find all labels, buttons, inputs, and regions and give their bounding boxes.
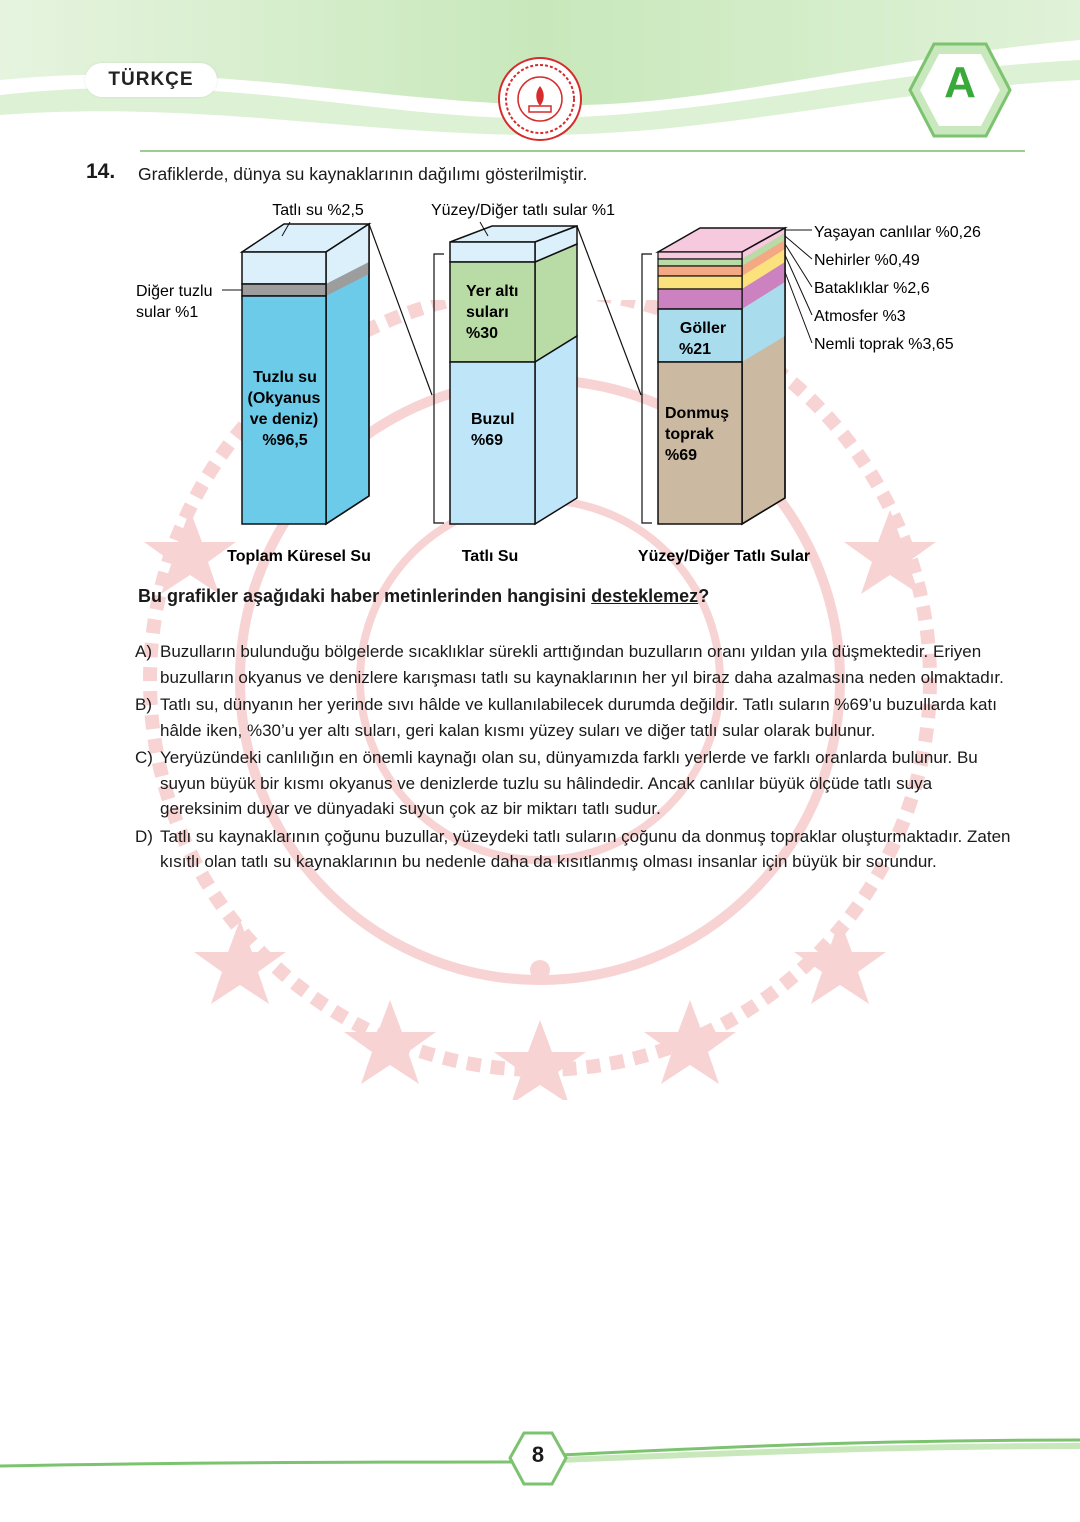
segment-frozen-soil [658, 362, 742, 524]
legend-atmosphere: Atmosfer %3 [814, 308, 906, 325]
option-letter: A) [135, 642, 152, 661]
question-keyword: desteklemez [591, 586, 699, 606]
option-text: Buzulların bulunduğu bölgelerde sıcaklıklar sürekli arttığından buzulların oranı yıldan yıla düşmektedir. Eriyen buzulların okyanus ve denizlere karışması tatlı su kaynaklarının her yıl biraz daha azalmasına neden olmaktadır. [160, 642, 1004, 687]
option-letter: C) [135, 748, 153, 767]
question-stem: Grafiklerde, dünya su kaynaklarının dağılımı gösterilmiştir. [138, 164, 588, 184]
label-lakes-2: %21 [678, 341, 712, 358]
segment-living [658, 252, 742, 259]
chart-surface-water [638, 224, 981, 565]
label-lakes-1: Göller [679, 320, 727, 337]
label-ground-1: Yer altı [466, 283, 519, 300]
option-letter: D) [135, 826, 153, 846]
chart-title-fresh: Tatlı Su [461, 548, 519, 565]
label-other-salt-1: Diğer tuzlu [136, 283, 213, 300]
label-surface-top: Yüzey/Diğer tatlı sular %1 [430, 202, 616, 219]
label-ground-3: %30 [466, 325, 499, 342]
label-other-salt-2: sular %1 [136, 304, 199, 321]
option-text: Yeryüzündeki canlılığın en önemli kaynağı olan su, dünyamızda farklı yerlerde ve farklı oranlarda bulunur. Bu suyun büyük bir kısmı okyanus ve denizlerde tuzlu su hâlindedir. Ancak canlılar büyük ölçüde tatlı suya gereksinim duyar ve dünyadaki suyun çok az bir miktarı tatlı sudur. [160, 748, 978, 818]
question-prompt: Bu grafikler aşağıdaki haber metinlerinden hangisini desteklemez? [138, 586, 710, 606]
label-salt-4: %96,5 [262, 432, 308, 449]
segment-other-salt [242, 284, 326, 296]
option-d[interactable] [135, 824, 1015, 875]
chart-title-total: Toplam Küresel Su [227, 548, 371, 565]
ministry-seal-logo [497, 56, 583, 142]
label-glacier-2: %69 [471, 432, 504, 449]
booklet-letter: A [944, 58, 976, 107]
label-frozen-3: %69 [665, 447, 698, 464]
subject-label: TÜRKÇE [85, 63, 217, 97]
option-a[interactable] [135, 639, 1015, 690]
legend-rivers: Nehirler %0,49 [814, 252, 920, 269]
option-b[interactable] [135, 692, 1015, 743]
header-divider [140, 150, 1025, 152]
segment-surface [450, 242, 535, 262]
label-frozen-2: toprak [665, 426, 714, 443]
chart-total-water [136, 202, 371, 565]
segment-atmosphere [658, 276, 742, 289]
option-letter: B) [135, 695, 152, 714]
segment-fresh-water [242, 252, 326, 284]
chart-fresh-water [431, 202, 615, 565]
question-number: 14. [86, 160, 116, 183]
label-salt-2: (Okyanus [247, 390, 321, 407]
option-c[interactable] [135, 745, 1015, 822]
legend-soil-moisture: Nemli toprak %3,65 [814, 336, 954, 353]
label-glacier-1: Buzul [471, 411, 515, 428]
segment-rivers [658, 259, 742, 266]
segment-soil-moisture [658, 289, 742, 309]
answer-options [135, 639, 1015, 877]
chart-title-surface: Yüzey/Diğer Tatlı Sular [637, 548, 811, 565]
water-distribution-charts [0, 190, 1080, 580]
option-text: Tatlı su, dünyanın her yerinde sıvı hâlde ve kullanılabilecek durumda değildir. Tatlı suların %69’u buzullarda katı hâlde iken, %30’u yer altı suları, geri kalan kısmı yüzey suları ve diğer tatlı sular olarak bulunur. [160, 695, 997, 740]
label-salt-1: Tuzlu su [253, 369, 317, 386]
option-text: Tatlı su kaynaklarının çoğunu buzullar, yüzeydeki tatlı suların çoğunu da donmuş topraklar oluşturmaktadır. Zaten kısıtlı olan tatlı su kaynaklarının bu nedenle daha da kısıtlanmış olması insanlar için büyük bir sorundur. [160, 826, 1011, 871]
label-salt-3: ve deniz) [249, 411, 319, 428]
legend-living: Yaşayan canlılar %0,26 [814, 224, 981, 241]
legend-wetlands: Bataklıklar %2,6 [814, 280, 930, 297]
label-frozen-1: Donmuş [665, 405, 729, 422]
page-number: 8 [531, 1442, 545, 1467]
segment-wetlands [658, 266, 742, 276]
label-fresh-top: Tatlı su %2,5 [272, 202, 364, 219]
segment-salt-water [242, 296, 326, 524]
label-ground-2: suları [466, 304, 509, 321]
